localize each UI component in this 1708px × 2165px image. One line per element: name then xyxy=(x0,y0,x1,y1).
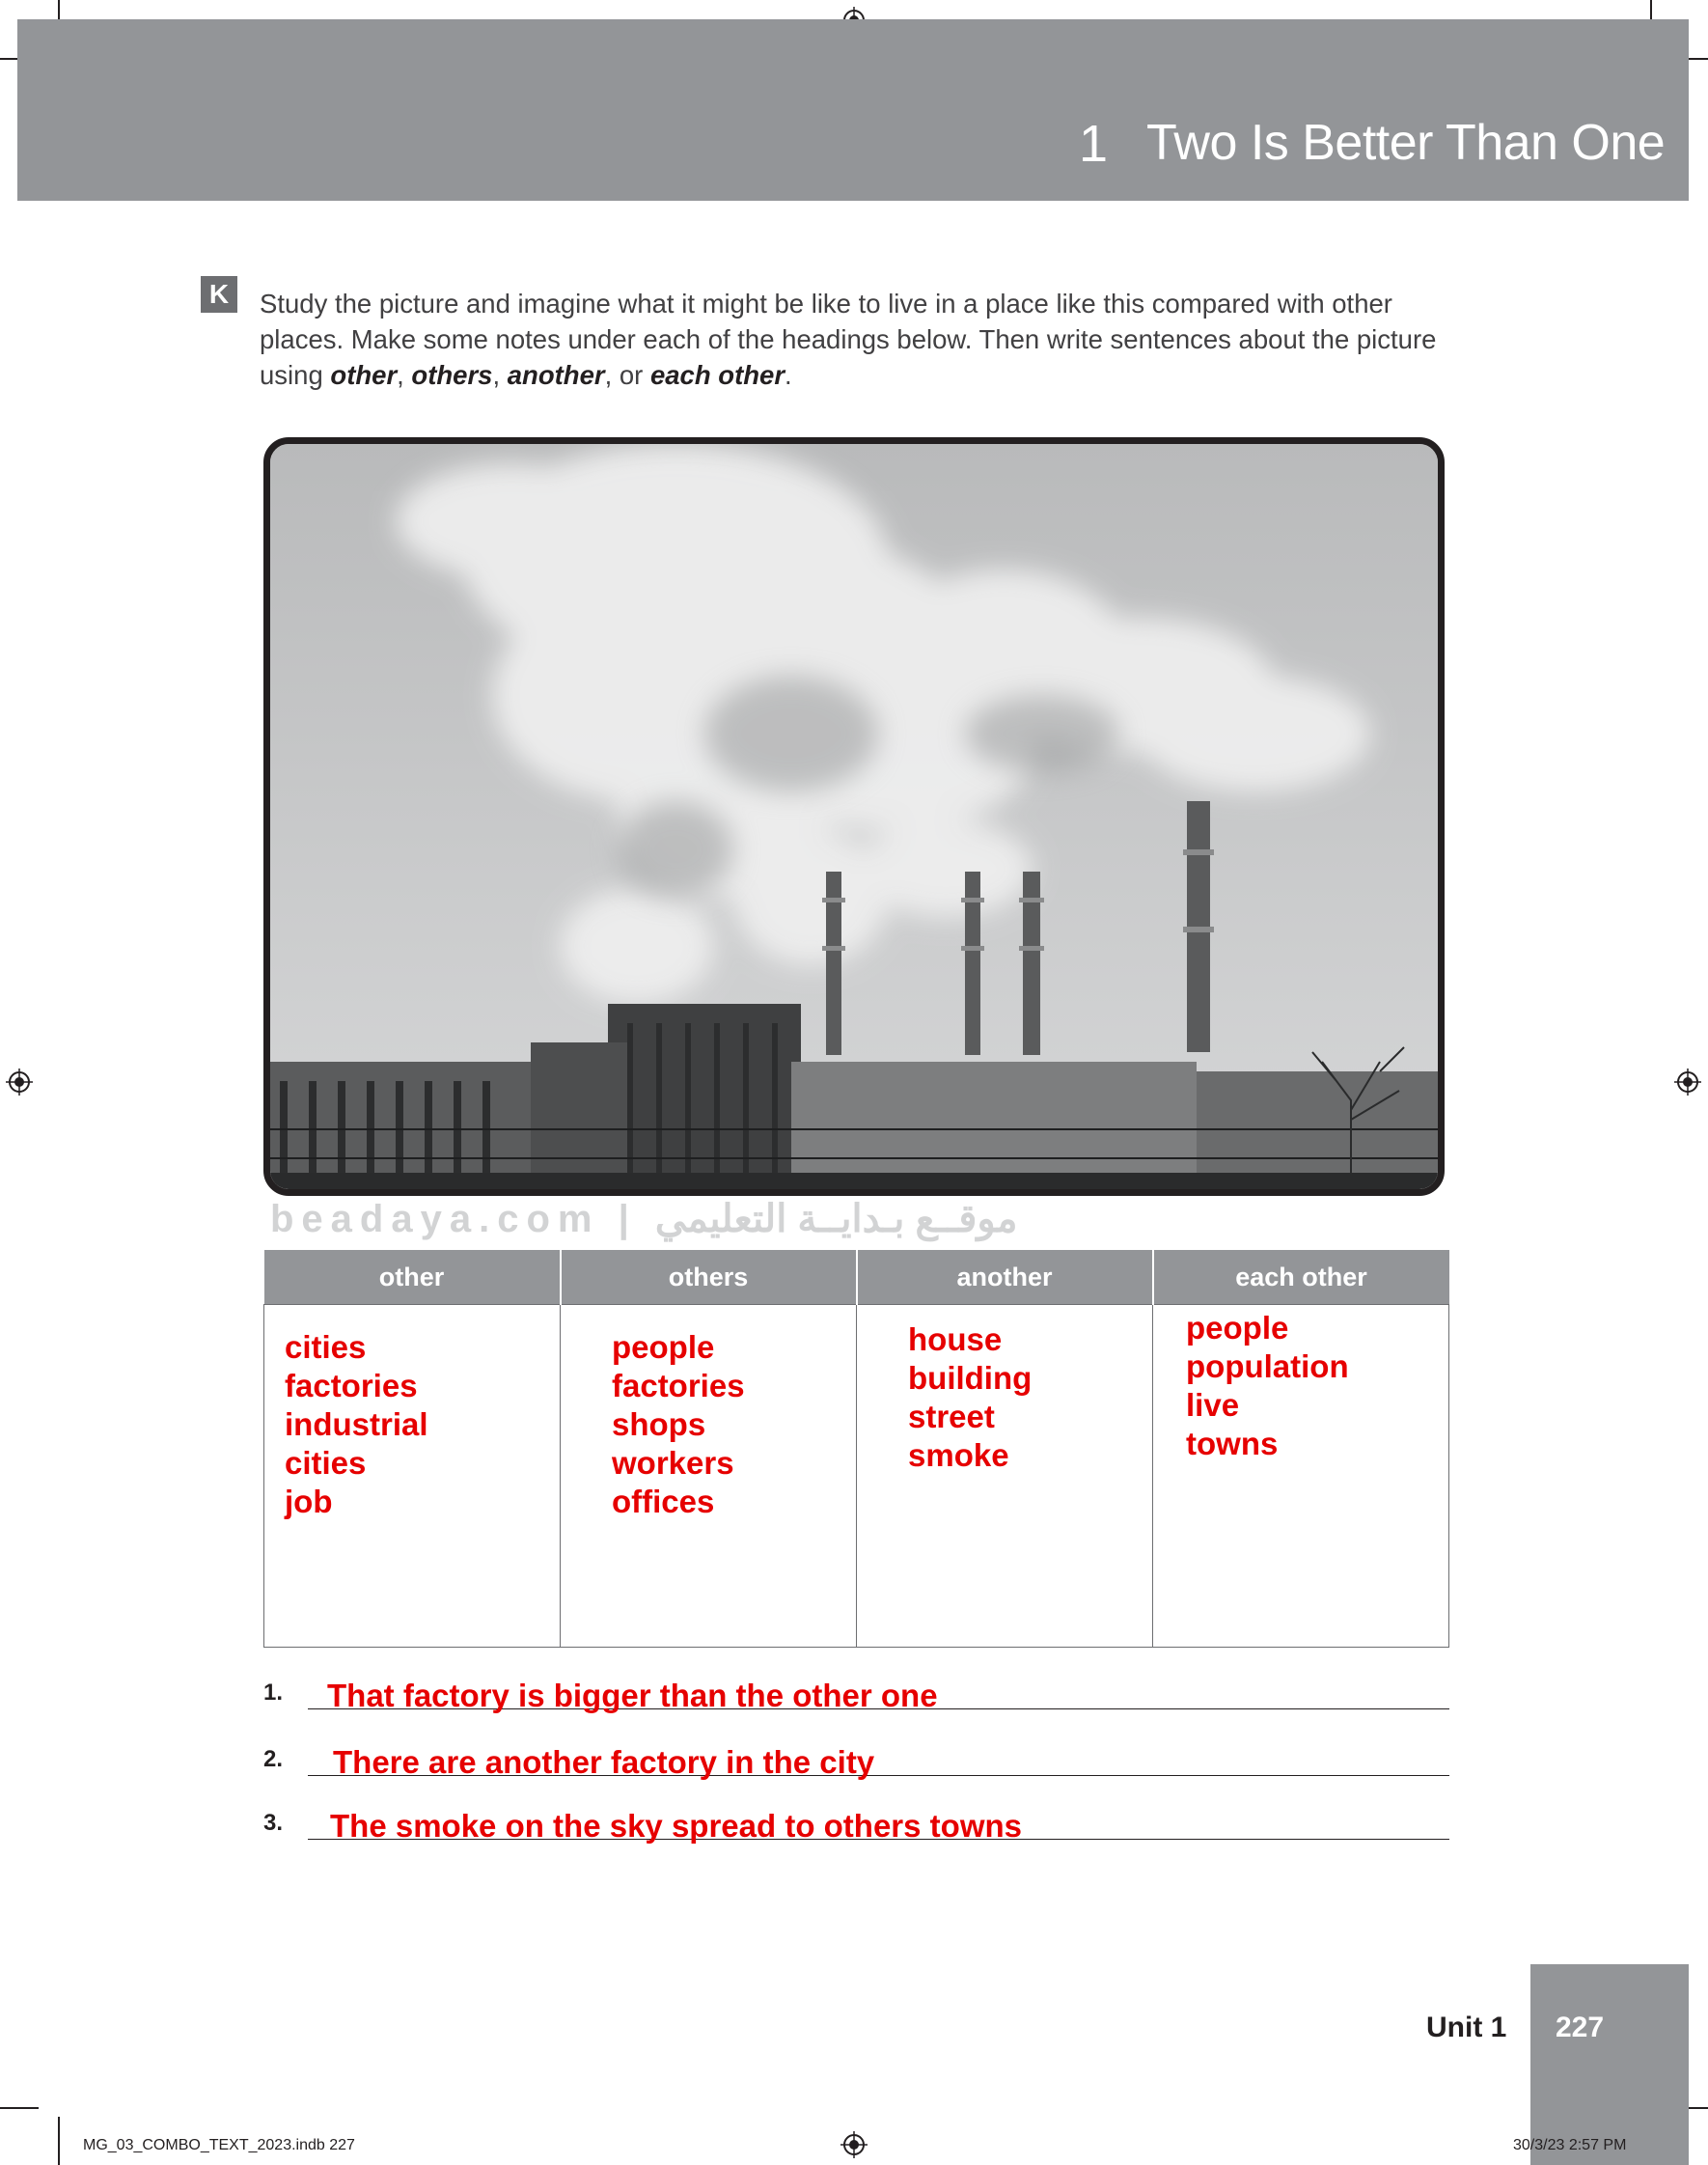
note-word: people xyxy=(1186,1310,1289,1346)
handwritten-answer: The smoke on the sky spread to others towns xyxy=(330,1808,1022,1844)
keyword-another: another xyxy=(507,360,605,390)
note-word: house xyxy=(908,1321,1003,1357)
note-word: building xyxy=(908,1360,1033,1396)
notes-cell-another[interactable] xyxy=(857,1305,1153,1648)
handwritten-notes xyxy=(908,1320,1152,1475)
registration-mark-icon xyxy=(1674,1069,1701,1096)
note-word: people xyxy=(612,1329,715,1365)
note-word: street xyxy=(908,1399,995,1434)
page-number: 227 xyxy=(1556,2012,1605,2043)
exercise-letter-badge: K xyxy=(201,276,237,313)
handwritten-answer: There are another factory in the city xyxy=(333,1744,875,1780)
note-word: population xyxy=(1186,1348,1349,1384)
factory-smoke-illustration xyxy=(270,444,1438,1189)
footer-band xyxy=(1530,1964,1689,2165)
note-word: factories xyxy=(285,1368,418,1403)
handwritten-answer: That factory is bigger than the other one xyxy=(327,1678,938,1713)
keyword-other: other xyxy=(330,360,398,390)
notes-cell-other[interactable] xyxy=(264,1305,561,1648)
handwritten-notes xyxy=(612,1328,856,1521)
note-word: job xyxy=(285,1484,333,1519)
note-word: shops xyxy=(612,1406,706,1442)
notes-cell-others[interactable] xyxy=(561,1305,857,1648)
sentence-number: 1. xyxy=(263,1679,284,1706)
registration-mark-icon xyxy=(6,1069,33,1096)
note-word: cities xyxy=(285,1329,367,1365)
sentence-line-3[interactable] xyxy=(263,1810,1449,1848)
note-word: workers xyxy=(612,1445,734,1481)
note-word: towns xyxy=(1186,1426,1279,1461)
registration-mark-icon xyxy=(840,2131,868,2158)
watermark-text: beadaya.com | موقــع بـدايــة التعليمي xyxy=(270,1198,1018,1240)
note-word: offices xyxy=(612,1484,715,1519)
exercise-instructions: Study the picture and imagine what it might be like to live in a place like this compared with other places. Make some notes under each of the headings below. Then write sentences about the picture using other, others, another, or each other. xyxy=(260,289,1437,390)
keyword-each-other: each other xyxy=(649,360,785,390)
print-slug-left: MG_03_COMBO_TEXT_2023.indb 227 xyxy=(83,2137,355,2153)
column-header-another: another xyxy=(857,1250,1153,1305)
crop-mark xyxy=(58,2117,60,2165)
column-header-others: others xyxy=(561,1250,857,1305)
print-slug-right: 30/3/23 2:57 PM xyxy=(1513,2137,1627,2153)
factory-photo xyxy=(263,437,1445,1196)
column-header-other: other xyxy=(264,1250,561,1305)
note-word: smoke xyxy=(908,1437,1009,1473)
sentence-number: 2. xyxy=(263,1746,284,1772)
column-header-each-other: each other xyxy=(1153,1250,1449,1305)
note-word: industrial xyxy=(285,1406,428,1442)
header-band xyxy=(17,19,1689,201)
sentence-line-2[interactable] xyxy=(263,1746,1449,1785)
crop-mark xyxy=(0,2107,39,2109)
notes-cell-each-other[interactable] xyxy=(1153,1305,1449,1648)
handwritten-notes xyxy=(285,1328,560,1521)
note-word: live xyxy=(1186,1387,1240,1423)
sentence-number: 3. xyxy=(263,1810,284,1836)
notes-table xyxy=(263,1250,1449,1648)
note-word: factories xyxy=(612,1368,745,1403)
unit-number: 1 xyxy=(1079,115,1109,173)
handwritten-notes xyxy=(1186,1309,1448,1463)
keyword-others: others xyxy=(411,360,493,390)
note-word: cities xyxy=(285,1445,367,1481)
sentence-line-1[interactable] xyxy=(263,1679,1449,1718)
unit-title: Two Is Better Than One xyxy=(1146,115,1666,171)
footer-unit-label: Unit 1 xyxy=(1426,2012,1507,2043)
